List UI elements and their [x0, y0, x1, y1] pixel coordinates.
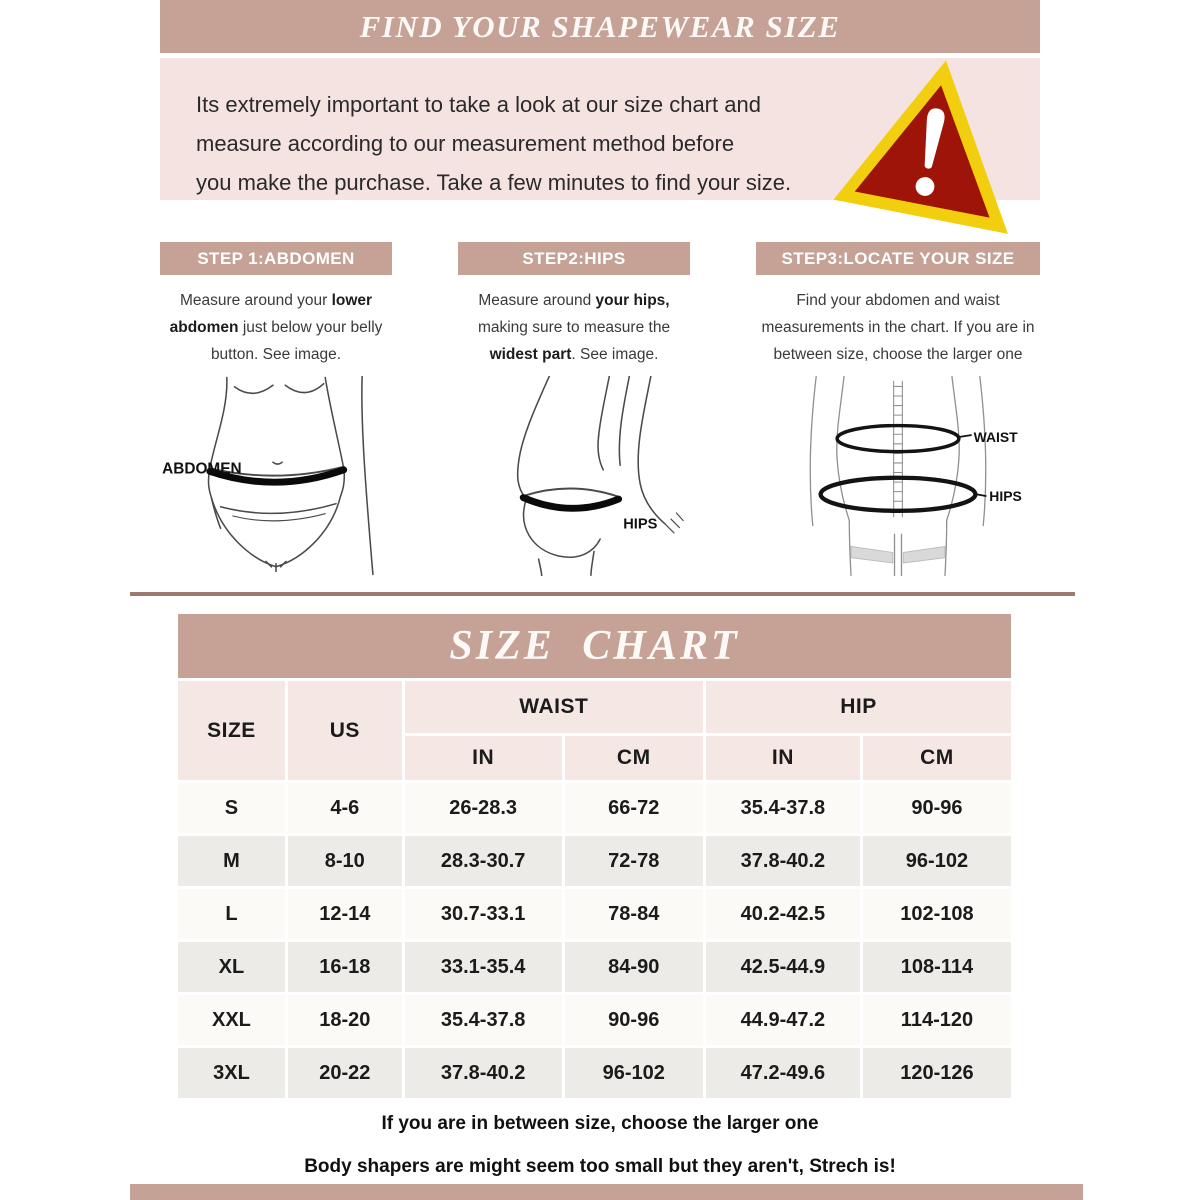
step-2-desc-part: Measure around	[478, 292, 596, 309]
step-2-desc-part: . See image.	[571, 346, 659, 363]
intro-line-1: Its extremely important to take a look at our size chart and	[196, 92, 761, 117]
abdomen-figure	[160, 376, 392, 576]
page-title: FIND YOUR SHAPEWEAR SIZE	[359, 8, 841, 44]
size-table-cell: XXL	[178, 995, 285, 1045]
warning-triangle-icon	[823, 40, 1037, 245]
size-table-cell: 90-96	[863, 783, 1011, 833]
col-header-waist-in: IN	[405, 736, 562, 780]
size-table-cell: 114-120	[863, 995, 1011, 1045]
size-table-cell: 3XL	[178, 1048, 285, 1098]
hips-label: HIPS	[989, 488, 1022, 505]
page-title-bar	[160, 0, 1040, 53]
size-table-cell: 42.5-44.9	[706, 942, 860, 992]
size-table-cell: 12-14	[288, 889, 402, 939]
find-size-section	[160, 0, 1040, 576]
steps-row	[160, 242, 1040, 576]
step-3-locate-size	[756, 242, 1040, 576]
bottom-accent-bar	[130, 1184, 1083, 1200]
step-3-header: STEP3:LOCATE YOUR SIZE	[756, 242, 1040, 275]
size-table-cell: 40.2-42.5	[706, 889, 860, 939]
size-table-cell: 33.1-35.4	[405, 942, 562, 992]
col-header-waist: WAIST	[405, 681, 703, 733]
size-table-cell: 72-78	[565, 836, 703, 886]
size-chart-table	[178, 681, 1011, 1098]
step-1-desc-bold: lower abdomen	[169, 292, 373, 336]
col-header-hip-cm: CM	[863, 736, 1011, 780]
size-table-cell: 84-90	[565, 942, 703, 992]
step-2-desc-bold: widest part	[489, 346, 572, 363]
size-table-cell: 18-20	[288, 995, 402, 1045]
size-table-cell: M	[178, 836, 285, 886]
size-table-cell: 66-72	[565, 783, 703, 833]
step-2-desc-part: making sure to measure the	[477, 319, 671, 336]
size-table-cell: 108-114	[863, 942, 1011, 992]
hips-label: HIPS	[623, 516, 658, 533]
col-header-us: US	[288, 681, 402, 780]
step-2-desc-bold: your hips,	[595, 292, 670, 309]
size-table-cell: 8-10	[288, 836, 402, 886]
size-chart-section	[178, 614, 1011, 1098]
col-header-waist-cm: CM	[565, 736, 703, 780]
size-table-cell: 26-28.3	[405, 783, 562, 833]
size-table-cell: 102-108	[863, 889, 1011, 939]
size-table-cell: L	[178, 889, 285, 939]
size-table-cell: 90-96	[565, 995, 703, 1045]
intro-line-2: measure according to our measurement method before	[196, 131, 735, 156]
step-2-header: STEP2:HIPS	[458, 242, 690, 275]
note-stretch: Body shapers are might seem too small but they aren't, Strech is!	[304, 1156, 896, 1177]
size-table-cell: 30.7-33.1	[405, 889, 562, 939]
size-table-cell: 20-22	[288, 1048, 402, 1098]
waist-label: WAIST	[973, 429, 1018, 446]
size-table-cell: 37.8-40.2	[405, 1048, 562, 1098]
col-header-hip: HIP	[706, 681, 1011, 733]
size-table-cell: 4-6	[288, 783, 402, 833]
size-table-cell: S	[178, 783, 285, 833]
size-chart-title-bar	[178, 614, 1011, 678]
step-1-desc-part: Measure around your	[179, 292, 332, 309]
size-table-cell: 96-102	[565, 1048, 703, 1098]
step-1-description	[160, 287, 392, 368]
col-header-size: SIZE	[178, 681, 285, 780]
step-2-description	[458, 287, 690, 368]
step-1-abdomen	[160, 242, 392, 576]
size-table-cell: 47.2-49.6	[706, 1048, 860, 1098]
abdomen-label: ABDOMEN	[162, 460, 242, 478]
size-table-cell: 44.9-47.2	[706, 995, 860, 1045]
step-1-desc-part: just below your belly button. See image.	[210, 319, 383, 363]
step-3-desc-part: Find your abdomen and waist measurements in the chart. If you are in between size, choose the larger one	[761, 292, 1035, 363]
intro-line-3: you make the purchase. Take a few minutes to find your size.	[196, 170, 792, 195]
col-header-hip-in: IN	[706, 736, 860, 780]
size-table-cell: 78-84	[565, 889, 703, 939]
hips-figure	[458, 376, 690, 576]
note-between-sizes: If you are in between size, choose the larger one	[381, 1113, 819, 1134]
size-table-cell: 35.4-37.8	[405, 995, 562, 1045]
step-1-header: STEP 1:ABDOMEN	[160, 242, 392, 275]
waist-hips-figure	[756, 376, 1040, 576]
size-table-cell: 120-126	[863, 1048, 1011, 1098]
size-table-cell: 96-102	[863, 836, 1011, 886]
size-table-cell: 16-18	[288, 942, 402, 992]
size-table-cell: XL	[178, 942, 285, 992]
size-table-cell: 35.4-37.8	[706, 783, 860, 833]
step-2-hips	[458, 242, 690, 576]
section-divider-line	[130, 592, 1075, 596]
step-3-description	[756, 287, 1040, 368]
size-chart-title: SIZE CHART	[449, 623, 740, 669]
size-table-cell: 37.8-40.2	[706, 836, 860, 886]
size-table-cell: 28.3-30.7	[405, 836, 562, 886]
